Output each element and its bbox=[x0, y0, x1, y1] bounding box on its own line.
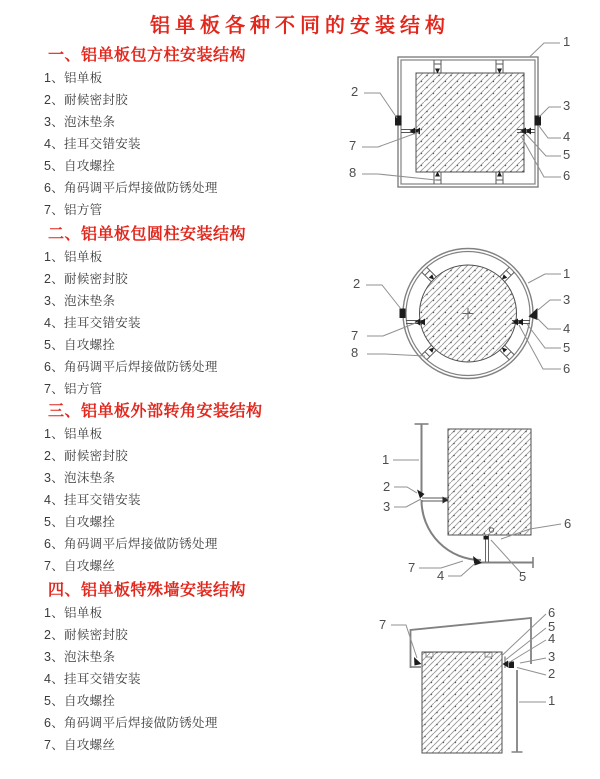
parts-list bbox=[44, 423, 344, 577]
diagram-label: 1 bbox=[563, 34, 571, 49]
special-wall-drawing bbox=[350, 595, 600, 779]
parts-list bbox=[44, 67, 344, 221]
diagram-label: 8 bbox=[351, 345, 359, 360]
list-item: 4、挂耳交错安装 bbox=[44, 137, 141, 151]
section-round-column bbox=[44, 224, 344, 400]
list-item: 3、泡沫垫条 bbox=[44, 471, 116, 485]
diagram-label: 3 bbox=[563, 292, 571, 307]
list-item: 4、挂耳交错安装 bbox=[44, 316, 141, 330]
diagram-label: 2 bbox=[548, 666, 556, 681]
diagram-label: 8 bbox=[349, 165, 357, 180]
list-item: 1、铝单板 bbox=[44, 427, 103, 441]
diagram-label: 5 bbox=[563, 340, 571, 355]
diagram-label: 6 bbox=[563, 168, 571, 183]
list-item: 1、铝单板 bbox=[44, 250, 103, 264]
list-item: 3、泡沫垫条 bbox=[44, 115, 116, 129]
concrete-wall bbox=[422, 652, 502, 753]
section-heading: 一、铝单板包方柱安装结构 bbox=[48, 47, 247, 64]
section-heading: 四、铝单板特殊墙安装结构 bbox=[48, 582, 247, 599]
round-column-diagram bbox=[340, 225, 600, 415]
list-item: 3、泡沫垫条 bbox=[44, 294, 116, 308]
diagram-label: 4 bbox=[563, 321, 571, 336]
section-external-corner bbox=[44, 401, 344, 577]
concrete-wall bbox=[448, 429, 531, 535]
special-wall-diagram bbox=[350, 595, 600, 779]
list-item: 4、挂耳交错安装 bbox=[44, 672, 141, 686]
panel-extent-line bbox=[512, 670, 523, 752]
diagram-label: 7 bbox=[408, 560, 416, 575]
concrete-column bbox=[416, 73, 524, 172]
list-item: 5、自攻螺拴 bbox=[44, 515, 116, 529]
section-square-column bbox=[44, 45, 344, 221]
list-item: 6、角码调平后焊接做防锈处理 bbox=[44, 537, 218, 551]
list-item: 4、挂耳交错安装 bbox=[44, 493, 141, 507]
diagram-label: 3 bbox=[563, 98, 571, 113]
diagram-label: 4 bbox=[548, 631, 556, 646]
external-corner-drawing bbox=[355, 410, 600, 595]
section-heading: 三、铝单板外部转角安装结构 bbox=[48, 403, 263, 420]
diagram-label: 2 bbox=[353, 276, 361, 291]
diagram-label: 3 bbox=[548, 649, 556, 664]
list-item: 6、角码调平后焊接做防锈处理 bbox=[44, 181, 218, 195]
external-corner-diagram bbox=[355, 410, 600, 595]
parts-list bbox=[44, 246, 344, 400]
diagram-label: 4 bbox=[563, 129, 571, 144]
list-item: 2、耐候密封胶 bbox=[44, 272, 129, 286]
diagram-label: 5 bbox=[519, 569, 527, 584]
list-item: 6、角码调平后焊接做防锈处理 bbox=[44, 360, 218, 374]
list-item: 5、自攻螺拴 bbox=[44, 694, 116, 708]
diagram-label: 7 bbox=[349, 138, 357, 153]
list-item: 1、铝单板 bbox=[44, 606, 103, 620]
page-title: 铝单板各种不同的安装结构 bbox=[150, 15, 450, 37]
diagram-label: 5 bbox=[548, 619, 556, 634]
parts-list bbox=[44, 602, 344, 756]
list-item: 2、耐候密封胶 bbox=[44, 93, 129, 107]
diagram-label: 6 bbox=[563, 361, 571, 376]
list-item: 7、自攻螺丝 bbox=[44, 559, 116, 573]
diagram-label: 3 bbox=[383, 499, 391, 514]
diagram-label: 2 bbox=[383, 479, 391, 494]
diagram-label: 6 bbox=[548, 605, 556, 620]
diagram-label: 6 bbox=[564, 516, 572, 531]
list-item: 7、铝方管 bbox=[44, 382, 103, 396]
diagram-label: 2 bbox=[351, 84, 359, 99]
list-item: 5、自攻螺拴 bbox=[44, 338, 116, 352]
list-item: 5、自攻螺拴 bbox=[44, 159, 116, 173]
list-item: 2、耐候密封胶 bbox=[44, 449, 129, 463]
square-column-diagram bbox=[340, 30, 600, 225]
list-item: 7、铝方管 bbox=[44, 203, 103, 217]
section-heading: 二、铝单板包圆柱安装结构 bbox=[48, 226, 247, 243]
list-item: 2、耐候密封胶 bbox=[44, 628, 129, 642]
diagram-label: 1 bbox=[548, 693, 556, 708]
list-item: 7、自攻螺丝 bbox=[44, 738, 116, 752]
diagram-label: 1 bbox=[563, 266, 571, 281]
diagram-label: 4 bbox=[437, 568, 445, 583]
diagram-label: 7 bbox=[379, 617, 387, 632]
list-item: 1、铝单板 bbox=[44, 71, 103, 85]
square-column-drawing bbox=[340, 30, 600, 225]
list-item: 3、泡沫垫条 bbox=[44, 650, 116, 664]
diagram-label: 5 bbox=[563, 147, 571, 162]
diagram-label: 7 bbox=[351, 328, 359, 343]
list-item: 6、角码调平后焊接做防锈处理 bbox=[44, 716, 218, 730]
diagram-label: 1 bbox=[382, 452, 390, 467]
section-special-wall bbox=[44, 580, 344, 756]
left-fastener-node bbox=[414, 657, 422, 666]
round-column-drawing bbox=[340, 225, 600, 415]
